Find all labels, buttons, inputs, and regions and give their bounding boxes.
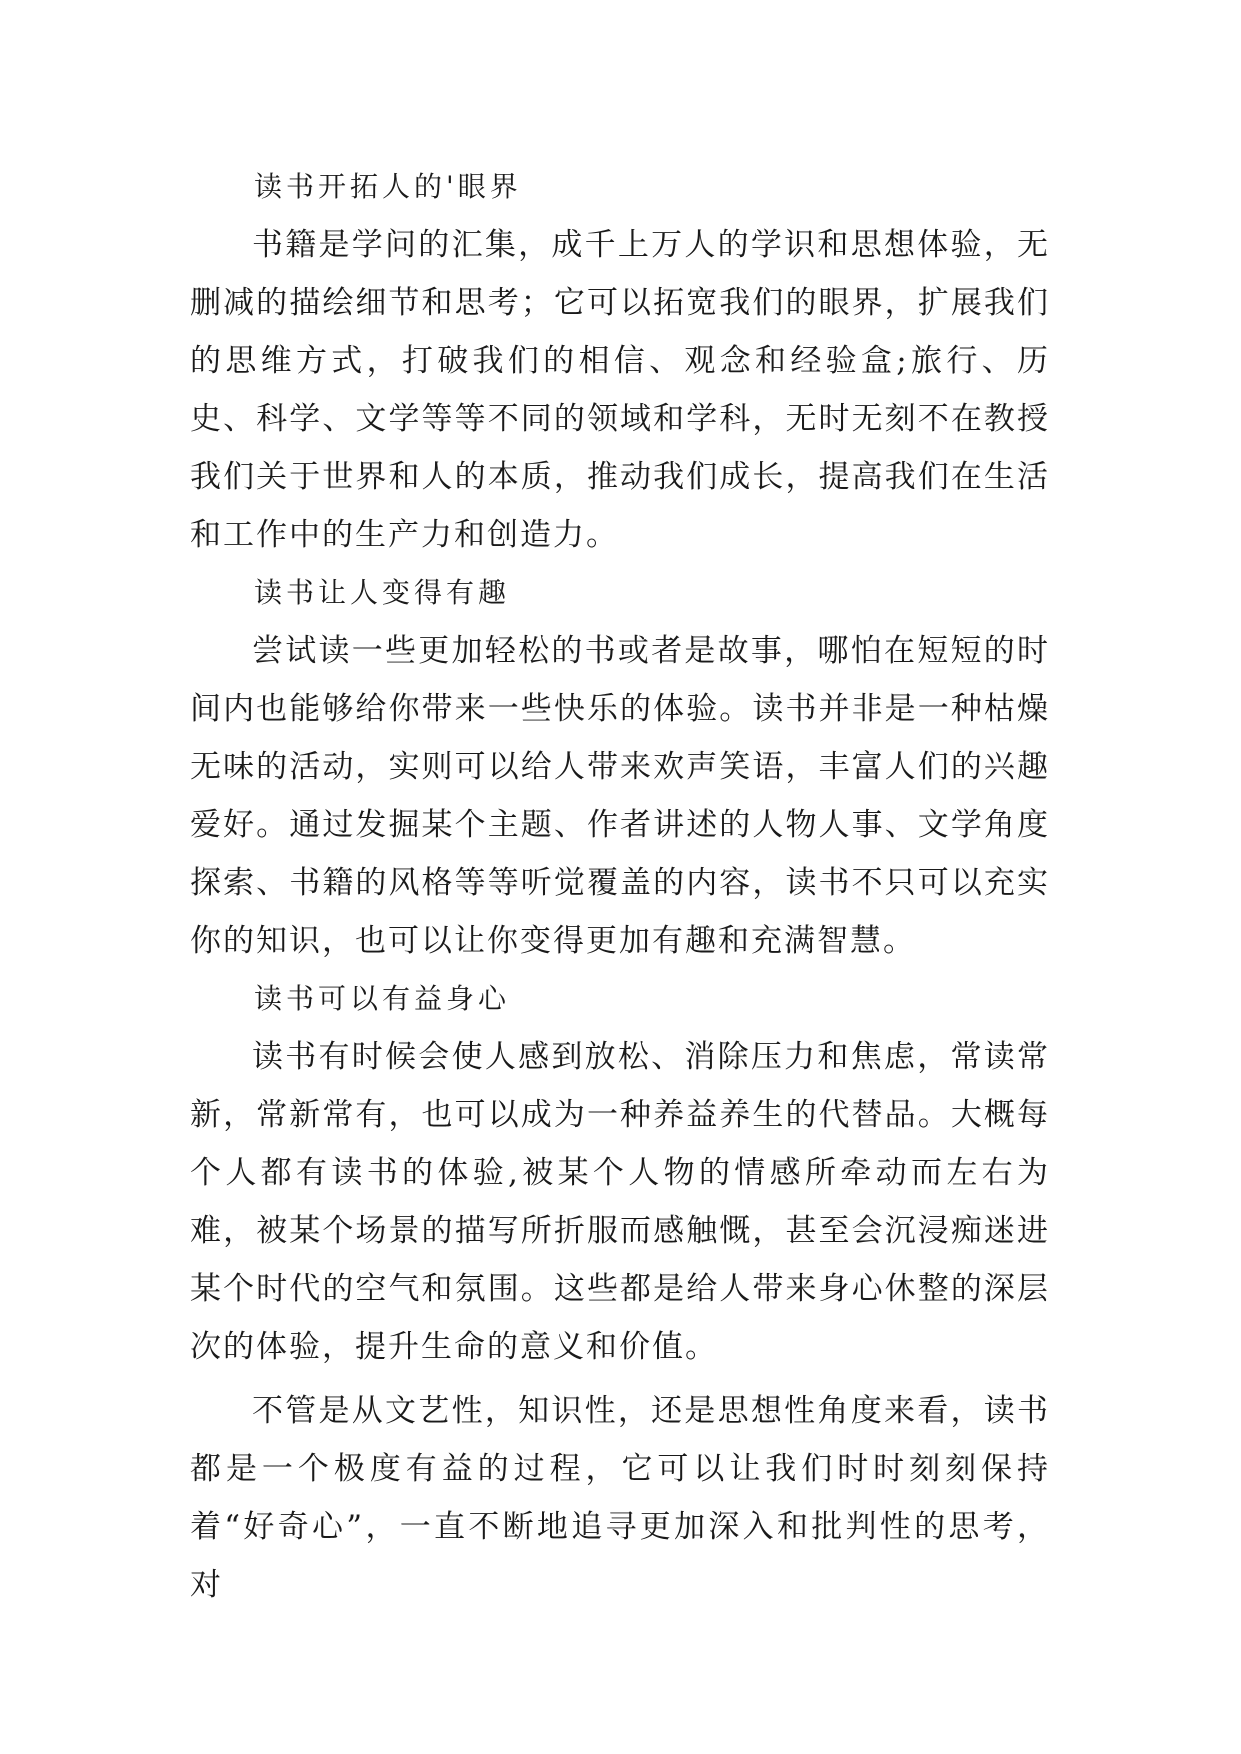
section-paragraph-horizons: 书籍是学问的汇集，成千上万人的学识和思想体验，无删减的描绘细节和思考；它可以拓宽我们的眼界，扩展我们的思维方式，打破我们的相信、观念和经验盒;旅行、历史、科学、文学等等不同的领域和学科，无时无刻不在教授我们关于世界和人的本质，推动我们成长，提高我们在生活和工作中的生产力和创造力。 — [190, 227, 1050, 553]
document-body — [190, 158, 1050, 1614]
section-paragraph-interesting: 尝试读一些更加轻松的书或者是故事，哪怕在短短的时间内也能够给你带来一些快乐的体验。读书并非是一种枯燥无味的活动，实则可以给人带来欢声笑语，丰富人们的兴趣爱好。通过发掘某个主题、作者讲述的人物人事、文学角度探索、书籍的风格等等听觉覆盖的内容，读书不只可以充实你的知识，也可以让你变得更加有趣和充满智慧。 — [190, 633, 1050, 959]
section-heading-interesting: 读书让人变得有趣 — [254, 576, 511, 609]
closing-paragraph: 不管是从文艺性，知识性，还是思想性角度来看，读书都是一个极度有益的过程，它可以让我们时时刻刻保持着“好奇心”，一直不断地追寻更加深入和批判性的思考，对 — [190, 1393, 1050, 1603]
section-heading-horizons: 读书开拓人的'眼界 — [254, 170, 522, 203]
section-heading-wellbeing: 读书可以有益身心 — [254, 982, 511, 1015]
section-paragraph-wellbeing: 读书有时候会使人感到放松、消除压力和焦虑，常读常新，常新常有，也可以成为一种养益养生的代替品。大概每个人都有读书的体验,被某个人物的情感所牵动而左右为难，被某个场景的描写所折服而感触慨，甚至会沉浸痴迷进某个时代的空气和氛围。这些都是给人带来身心休整的深层次的体验，提升生命的意义和价值。 — [190, 1039, 1050, 1365]
